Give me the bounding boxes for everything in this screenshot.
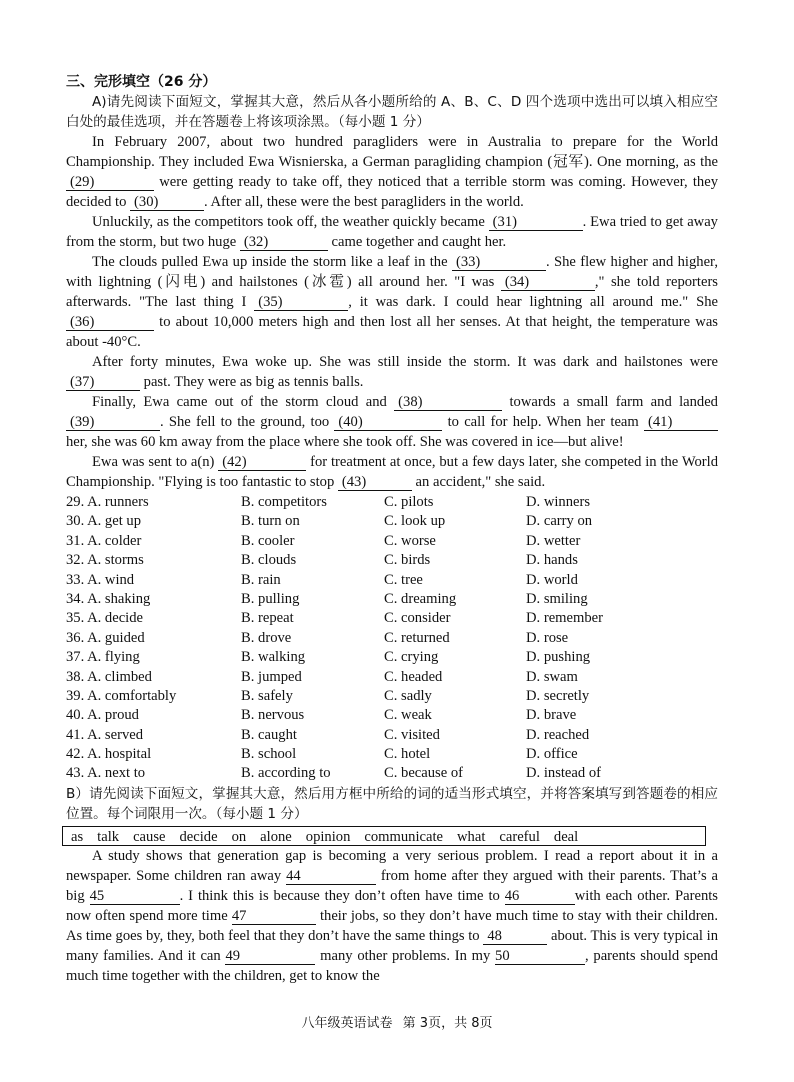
option-c: C. visited (384, 726, 440, 743)
text: towards a small farm and landed (502, 394, 718, 410)
option-c: C. returned (384, 629, 450, 646)
passage-a-paragraph-6 (66, 452, 718, 492)
text: ," she told reporters afterwards. "The last thing I (66, 274, 718, 310)
text: The clouds pulled Ewa up inside the storm like a leaf in the (92, 254, 452, 270)
option-a: 38. A. climbed (66, 668, 152, 685)
text: many other problems. In my (315, 947, 496, 964)
exam-name: 八年级英语试卷 (301, 1016, 393, 1031)
option-c: C. tree (384, 571, 423, 588)
option-row (66, 590, 718, 609)
option-row (66, 551, 718, 570)
option-d: D. world (526, 571, 578, 588)
text: , it was dark. I could hear lightning all around me." She (348, 294, 718, 310)
text: with each other. Parents now often spend more time (66, 887, 718, 924)
blank-50: 50 (495, 948, 585, 965)
option-d: D. instead of (526, 765, 601, 782)
word-bank-item: careful (499, 828, 540, 845)
option-b: B. walking (241, 649, 306, 666)
option-b: B. pulling (241, 590, 300, 607)
option-b: B. rain (241, 571, 281, 588)
blank-30: (30) (130, 194, 204, 211)
option-a: 43. A. next to (66, 765, 146, 782)
blank-41: (41) (644, 414, 718, 431)
option-a: 33. A. wind (66, 571, 135, 588)
option-c: C. hotel (384, 746, 431, 763)
option-b: B. caught (241, 726, 297, 743)
section-heading: 三、完形填空（26 分） (66, 74, 217, 90)
option-row (66, 726, 718, 745)
blank-39: (39) (66, 414, 160, 431)
option-b: B. school (241, 746, 297, 763)
option-c: C. worse (384, 532, 436, 549)
text: In February 2007, about two hundred paragliders were in Australia to prepare for the World Championship. They included Ewa Wisnierska, a German paragliding champion (冠军). One morning, as the (66, 134, 718, 170)
text: for treatment at once, but a few days later, she competed in the World Championship. "Flying is too fantastic to stop (66, 454, 718, 490)
option-a: 32. A. storms (66, 552, 144, 569)
option-row (66, 609, 718, 628)
option-b: B. nervous (241, 707, 305, 724)
option-d: D. pushing (526, 649, 591, 666)
option-d: D. secretly (526, 687, 590, 704)
option-d: D. brave (526, 707, 577, 724)
blank-29: (29) (66, 174, 154, 191)
option-b: B. according to (241, 765, 331, 782)
blank-40: (40) (334, 414, 442, 431)
option-a: 40. A. proud (66, 707, 139, 724)
word-bank-item: talk (97, 828, 120, 845)
option-a: 39. A. comfortably (66, 687, 177, 704)
part-b-instructions: B）请先阅读下面短文，掌握其大意，然后用方框中所给的词的适当形式填空，并将答案填写到答题卷的相应位置。每个词限用一次。（每小题 1 分） (66, 785, 718, 822)
text: were getting ready to take off, they noticed that a terrible storm was coming. However, they decided to (66, 174, 718, 210)
option-row (66, 706, 718, 725)
text: Finally, Ewa came out of the storm cloud and (92, 394, 395, 410)
option-a: 42. A. hospital (66, 746, 152, 763)
passage-a-paragraph-5 (66, 392, 718, 452)
text: , parents should spend much time together with the children, get to know the (66, 947, 718, 984)
option-row (66, 493, 718, 512)
option-a: 29. A. runners (66, 494, 149, 510)
text: . She fell to the ground, too (160, 414, 335, 430)
option-d: D. office (526, 746, 578, 763)
option-row (66, 668, 718, 687)
text: came together and caught her. (327, 234, 507, 250)
option-b: B. repeat (241, 610, 294, 627)
blank-32: (32) (240, 234, 328, 251)
option-a: 35. A. decide (66, 610, 144, 627)
option-c: C. dreaming (384, 590, 457, 607)
text: . After all, these were the best paragliders in the world. (204, 194, 524, 210)
text: about. This is very typical in many families. And it can (66, 927, 719, 964)
passage-a-paragraph-4 (66, 352, 718, 392)
text: Unluckily, as the competitors took off, the weather quickly became (92, 214, 489, 230)
option-d: D. swam (526, 668, 578, 685)
option-c: C. consider (384, 610, 451, 627)
option-d: D. winners (526, 494, 591, 510)
answer-options (66, 493, 718, 784)
option-b: B. cooler (241, 532, 295, 549)
text: to call for help. When her team (442, 414, 644, 430)
word-bank-item: opinion (305, 828, 351, 845)
option-a: 34. A. shaking (66, 590, 151, 607)
text: from home after they argued with their parents. That’s a big (66, 867, 718, 904)
option-row (66, 648, 718, 667)
text: to about 10,000 meters high and then lost all her senses. At that height, the temperature was about -40°C. (66, 314, 718, 350)
exam-page (66, 72, 718, 986)
word-bank-box (62, 826, 706, 846)
word-bank-item: deal (553, 828, 579, 845)
blank-45: 45 (90, 888, 180, 905)
option-a: 37. A. flying (66, 649, 140, 666)
text: A study shows that generation gap is becoming a very serious problem. I read a report about it in a newspaper. Some children ran away (66, 847, 718, 884)
blank-46: 46 (505, 888, 575, 905)
passage-a-paragraph-3 (66, 252, 718, 352)
option-d: D. reached (526, 726, 590, 743)
blank-49: 49 (225, 948, 315, 965)
option-a: 30. A. get up (66, 513, 141, 530)
option-b: B. drove (241, 629, 292, 646)
option-row (66, 629, 718, 648)
option-row (66, 512, 718, 531)
option-c: C. because of (384, 765, 464, 782)
option-row (66, 571, 718, 590)
text: . Ewa tried to get away from the storm, but two huge (66, 214, 718, 250)
blank-42: (42) (218, 454, 306, 471)
option-d: D. wetter (526, 532, 581, 549)
text: After forty minutes, Ewa woke up. She was still inside the storm. It was dark and hailstones were (92, 354, 718, 370)
blank-38: (38) (394, 394, 502, 411)
option-d: D. remember (526, 610, 603, 627)
text: an accident," she said. (411, 474, 546, 490)
blank-34: (34) (501, 274, 595, 291)
passage-b (66, 846, 718, 986)
text: Ewa was sent to a(n) (92, 454, 219, 470)
option-row (66, 745, 718, 764)
word-bank-item: what (457, 828, 486, 845)
option-d: D. rose (526, 629, 569, 646)
option-b: B. competitors (241, 494, 327, 510)
blank-44: 44 (286, 868, 376, 885)
word-bank-item: alone (260, 828, 292, 845)
option-c: C. weak (384, 707, 432, 724)
blank-43: (43) (338, 474, 412, 491)
text: past. They were as big as tennis balls. (140, 374, 364, 390)
option-a: 41. A. served (66, 726, 144, 743)
option-c: C. sadly (384, 687, 432, 704)
passage-a-paragraph-2 (66, 212, 718, 252)
option-c: C. birds (384, 552, 431, 569)
option-c: C. headed (384, 668, 443, 685)
word-bank-item: on (231, 828, 247, 845)
word-bank-item: cause (133, 828, 166, 845)
option-c: C. pilots (384, 494, 434, 510)
word-bank-item: communicate (364, 828, 443, 845)
blank-33: (33) (452, 254, 546, 271)
part-a-instructions: A)请先阅读下面短文，掌握其大意，然后从各小题所给的 A、B、C、D 四个选项中选出可以填入相应空白处的最佳选项，并在答题卷上将该项涂黑。（每小题 1 分） (66, 94, 718, 130)
page-number: 第 3页，共 8页 (402, 1016, 493, 1031)
option-b: B. turn on (241, 513, 300, 530)
blank-47: 47 (232, 908, 316, 925)
text: . She flew higher and higher, with lightning (闪电) and hailstones (冰雹) all around her. "I was (66, 254, 718, 290)
word-bank-item: decide (179, 828, 218, 845)
option-b: B. clouds (241, 552, 297, 569)
option-d: D. hands (526, 552, 578, 569)
option-c: C. look up (384, 513, 446, 530)
option-a: 36. A. guided (66, 629, 145, 646)
blank-31: (31) (489, 214, 583, 231)
text: . I think this is because they don’t often have time to (179, 887, 505, 904)
option-b: B. safely (241, 687, 293, 704)
blank-36: (36) (66, 314, 154, 331)
option-row (66, 764, 718, 783)
option-b: B. jumped (241, 668, 302, 685)
option-a: 31. A. colder (66, 532, 142, 549)
option-c: C. crying (384, 649, 439, 666)
blank-48: 48 (483, 928, 547, 945)
option-row (66, 687, 718, 706)
text: their jobs, so they don’t have much time to stay with their children. As time goes by, they, both feel that they don’t have the same things to (66, 907, 718, 944)
passage-a-paragraph-1 (66, 132, 718, 212)
option-d: D. carry on (526, 513, 593, 530)
text: her, she was 60 km away from the place where she took off. She was covered in ice—but alive! (66, 434, 624, 450)
page-footer (0, 1012, 794, 1031)
word-bank-item: as (71, 828, 84, 845)
blank-37: (37) (66, 374, 140, 391)
option-d: D. smiling (526, 590, 588, 607)
blank-35: (35) (254, 294, 348, 311)
option-row (66, 532, 718, 551)
